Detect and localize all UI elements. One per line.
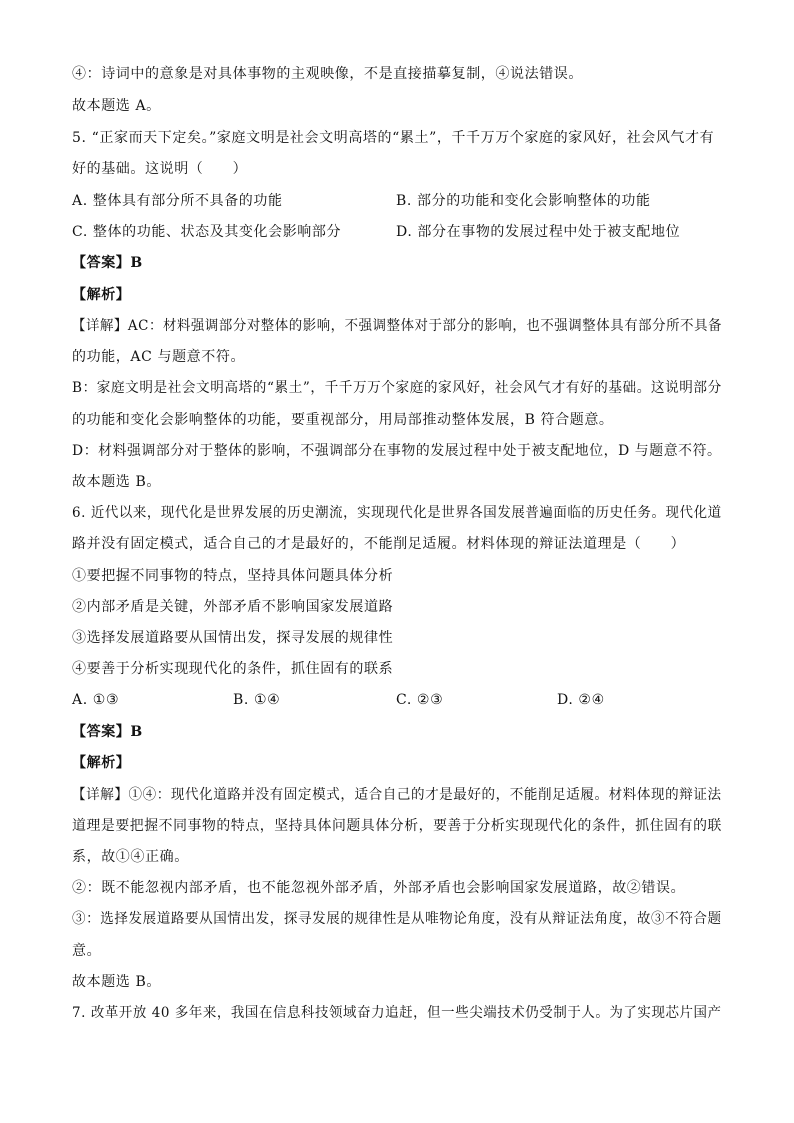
q6-option-d: D. ②④ xyxy=(557,692,605,708)
q6-option-c: C. ②③ xyxy=(396,692,444,708)
question-5-stem-cont: 好的基础。这说明（ ） xyxy=(72,161,248,177)
q6-statement-4: ④要善于分析实现现代化的条件，抓住固有的联系 xyxy=(72,661,394,677)
detail-line: ②：既不能忽视内部矛盾，也不能忽视外部矛盾，外部矛盾也会影响国家发展道路，故②错误。 xyxy=(72,880,686,896)
q5-option-c: C. 整体的功能、状态及其变化会影响部分 xyxy=(72,224,342,240)
detail-line: 【详解】①④：现代化道路并没有固定模式，适合自己的才是最好的，不能削足适履。材料体现的辩证法 xyxy=(72,787,722,803)
detail-line: 【详解】AC：材料强调部分对整体的影响，不强调整体对于部分的影响，也不强调整体具有部分所不具备 xyxy=(72,318,723,334)
conclusion-line: 故本题选 A。 xyxy=(72,98,161,114)
conclusion-line: 故本题选 B。 xyxy=(72,474,161,490)
analysis-label: 【解析】 xyxy=(72,755,131,771)
analysis-line: ④：诗词中的意象是对具体事物的主观映像，不是直接描摹复制，④说法错误。 xyxy=(72,66,583,82)
analysis-label: 【解析】 xyxy=(72,287,131,303)
q5-option-b: B. 部分的功能和变化会影响整体的功能 xyxy=(396,193,651,209)
detail-line: 的功能，AC 与题意不符。 xyxy=(72,349,246,365)
answer-label: 【答案】B xyxy=(72,255,143,271)
detail-line: D：材料强调部分对于整体的影响，不强调部分在事物的发展过程中处于被支配地位，D 与题意不符。 xyxy=(72,443,722,459)
q6-option-b: B. ①④ xyxy=(233,692,281,708)
detail-line: ③：选择发展道路要从国情出发，探寻发展的规律性是从唯物论角度，没有从辩证法角度，故③不符合题 xyxy=(72,911,722,927)
q6-statement-2: ②内部矛盾是关键，外部矛盾不影响国家发展道路 xyxy=(72,599,394,615)
q6-option-a: A. ①③ xyxy=(72,692,120,708)
detail-line: 的功能和变化会影响整体的功能，要重视部分，用局部推动整体发展，B 符合题意。 xyxy=(72,412,614,428)
detail-line: 道理是要把握不同事物的特点，坚持具体问题具体分析，要善于分析实现现代化的条件，抓住固有的联 xyxy=(72,818,722,834)
question-7-stem: 7. 改革开放 40 多年来，我国在信息科技领域奋力追赶，但一些尖端技术仍受制于人。为了实现芯片国产 xyxy=(72,1005,722,1021)
question-6-stem-cont: 路并没有固定模式，适合自己的才是最好的，不能削足适履。材料体现的辩证法道理是（ ） xyxy=(72,536,686,552)
q5-option-d: D. 部分在事物的发展过程中处于被支配地位 xyxy=(396,224,681,240)
question-5-stem: 5. “正家而天下定矣。”家庭文明是社会文明高塔的“累土”，千千万万个家庭的家风好，社会风气才有 xyxy=(72,130,715,146)
question-6-stem: 6. 近代以来，现代化是世界发展的历史潮流，实现现代化是世界各国发展普遍面临的历史任务。现代化道 xyxy=(72,505,722,521)
q6-statement-1: ①要把握不同事物的特点，坚持具体问题具体分析 xyxy=(72,568,394,584)
q6-statement-3: ③选择发展道路要从国情出发，探寻发展的规律性 xyxy=(72,630,394,646)
detail-line: 系，故①④正确。 xyxy=(72,849,189,865)
q5-option-a: A. 整体具有部分所不具备的功能 xyxy=(72,193,283,209)
answer-label: 【答案】B xyxy=(72,724,143,740)
conclusion-line: 故本题选 B。 xyxy=(72,974,161,990)
detail-line: 意。 xyxy=(72,943,102,959)
detail-line: B：家庭文明是社会文明高塔的“累土”，千千万万个家庭的家风好，社会风气才有好的基础。这说明部分 xyxy=(72,380,722,396)
